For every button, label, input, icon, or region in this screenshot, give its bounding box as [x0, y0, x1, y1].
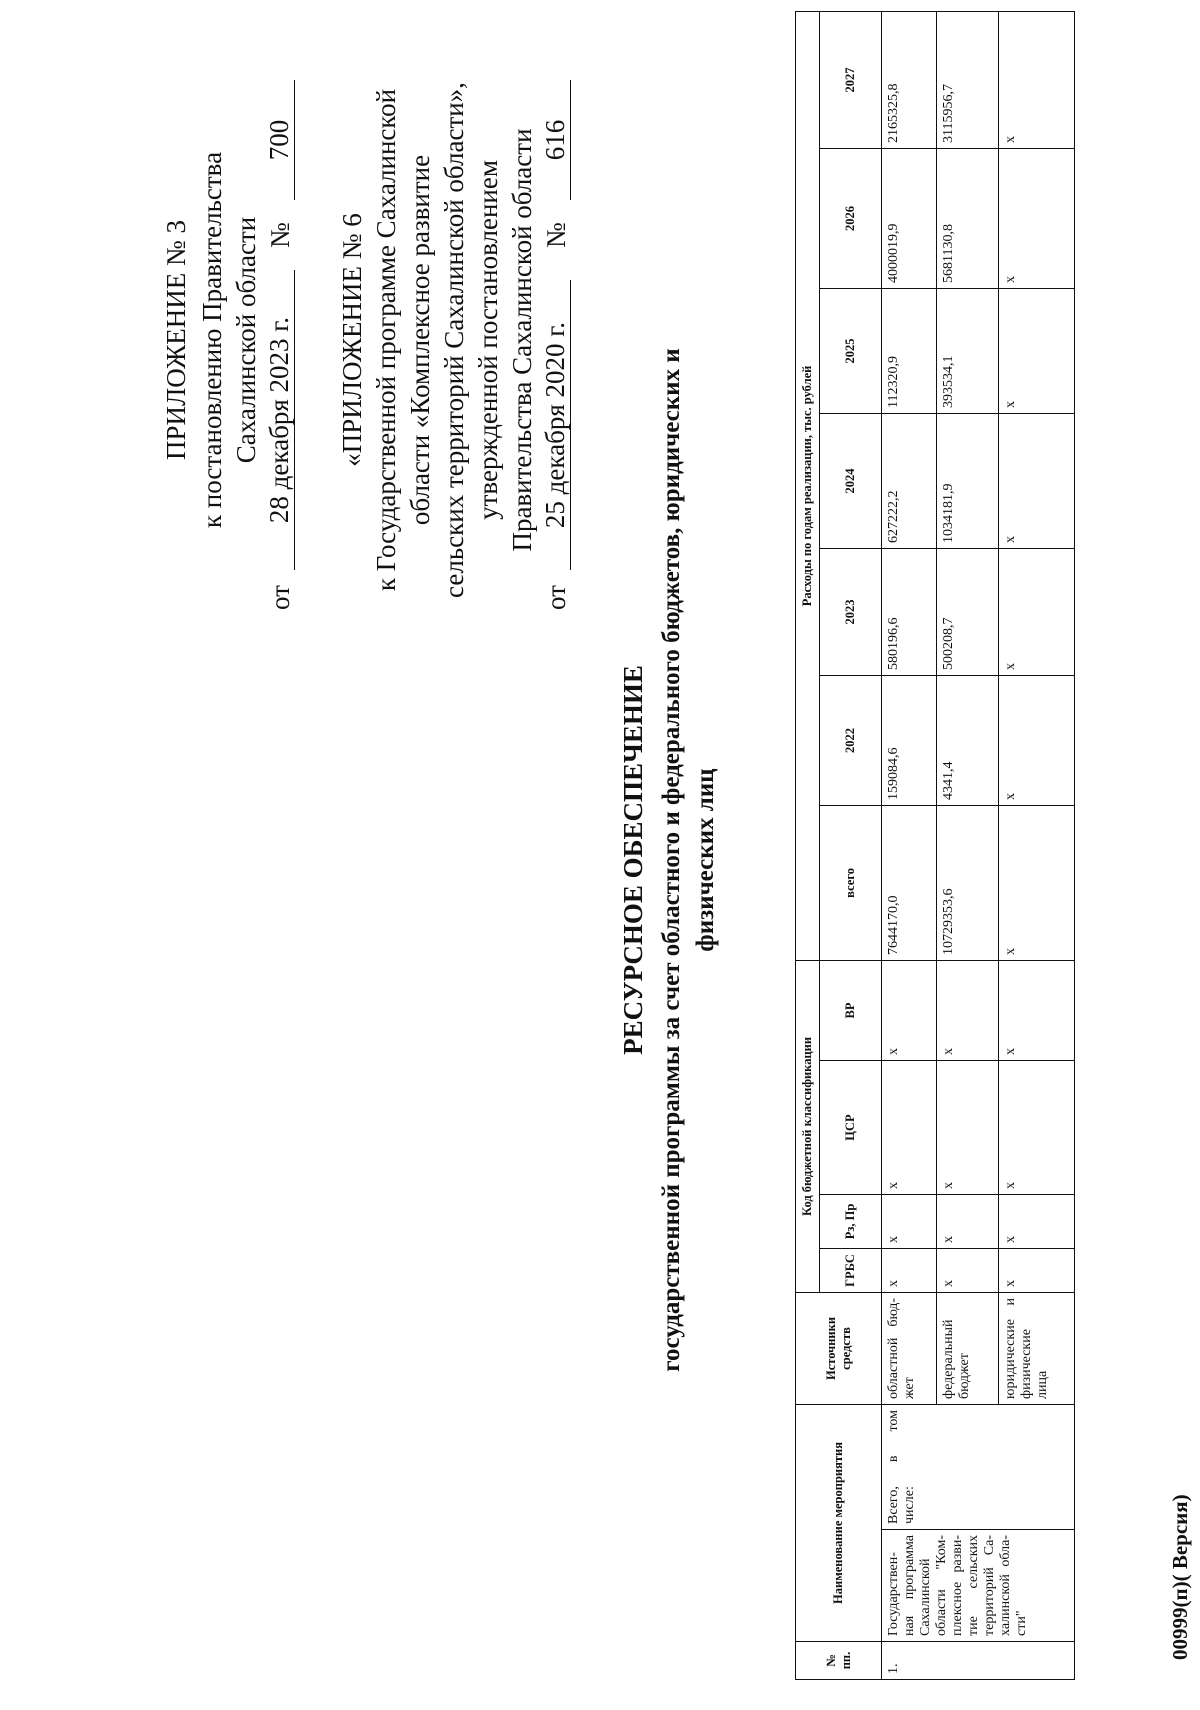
- row-number: 1.: [882, 1642, 1075, 1680]
- header-source: Источники средств: [796, 1292, 882, 1404]
- header-num: № пп.: [796, 1642, 882, 1680]
- year-cell: 159084,6: [882, 675, 937, 805]
- year-cell: 627222,2: [882, 413, 937, 548]
- header-grbs: ГРБС: [820, 1248, 882, 1292]
- grbs-cell: x: [999, 1248, 1075, 1292]
- document-title: РЕСУРСНОЕ ОБЕСПЕЧЕНИЕ: [618, 665, 648, 1055]
- year-cell: 5681130,8: [937, 148, 999, 288]
- source-cell: федеральный бюджет: [937, 1292, 999, 1404]
- table-row: [882, 11, 937, 1679]
- year-cell: 1034181,9: [937, 413, 999, 548]
- document-subtitle-line2: физических лиц: [692, 768, 719, 952]
- program-line2: области «Комплексное развитие: [405, 154, 435, 526]
- program-number-label: №: [541, 222, 571, 248]
- year-cell: 580196,6: [882, 548, 937, 675]
- decree-date-row: [264, 60, 298, 620]
- program-line3: сельских территорий Сахалинской области»,: [439, 82, 469, 598]
- year-cell: x: [999, 413, 1075, 548]
- total-cell: x: [999, 805, 1075, 960]
- year-cell: 393534,1: [937, 288, 999, 413]
- header-year: 2024: [820, 413, 882, 548]
- csr-cell: x: [999, 1060, 1075, 1194]
- year-cell: 112320,9: [882, 288, 937, 413]
- year-cell: x: [999, 11, 1075, 148]
- program-line4: утвержденной постановлением: [473, 160, 503, 520]
- header-csr: ЦСР: [820, 1060, 882, 1194]
- header-year: 2022: [820, 675, 882, 805]
- year-cell: x: [999, 288, 1075, 413]
- year-cell: 500208,7: [937, 548, 999, 675]
- header-vr: ВР: [820, 960, 882, 1060]
- header-budget-code: Код бюджетной классификации: [796, 960, 820, 1292]
- decree-number: 700: [264, 80, 295, 200]
- header-total: всего: [820, 805, 882, 960]
- year-cell: 2165325,8: [882, 11, 937, 148]
- year-cell: x: [999, 148, 1075, 288]
- program-number: 616: [540, 80, 571, 200]
- decree-reference-line1: к постановлению Правительства: [197, 151, 227, 529]
- program-line1: к Государственной программе Сахалинской: [371, 88, 401, 592]
- year-cell: x: [999, 548, 1075, 675]
- program-date-row: [540, 60, 574, 620]
- year-cell: 4341,4: [937, 675, 999, 805]
- document-subtitle-line1: государственной программы за счет областного и федерального бюджетов, юридических и: [658, 348, 685, 1372]
- vr-cell: x: [882, 960, 937, 1060]
- program-line5: Правительства Сахалинской области: [507, 128, 537, 552]
- document-footer-code: 00999(п)( Версия): [1168, 1494, 1192, 1660]
- csr-cell: x: [937, 1060, 999, 1194]
- rz-pr-cell: x: [999, 1194, 1075, 1248]
- decree-reference-line2: Сахалинской области: [231, 216, 261, 464]
- year-cell: 3115956,7: [937, 11, 999, 148]
- rz-pr-cell: x: [882, 1194, 937, 1248]
- program-annex-title: «ПРИЛОЖЕНИЕ № 6: [337, 213, 367, 467]
- header-year: 2026: [820, 148, 882, 288]
- header-name: Наименование мероприятия: [796, 1404, 882, 1641]
- vr-cell: x: [937, 960, 999, 1060]
- program-name: Государствен-ная программа Сахалинской области "Ком-плексное разви-тие сельских территорий Са-халинской обла-сти": [882, 1530, 1075, 1642]
- vr-cell: x: [999, 960, 1075, 1060]
- decree-date: 28 декабря 2023 г.: [264, 270, 295, 570]
- total-cell: 7644170,0: [882, 805, 937, 960]
- header-year: 2023: [820, 548, 882, 675]
- header-rz-pr: Рз, Пр: [820, 1194, 882, 1248]
- total-including: Всего, в том числе:: [882, 1404, 1075, 1529]
- grbs-cell: x: [882, 1248, 937, 1292]
- total-cell: 10729353,6: [937, 805, 999, 960]
- rz-pr-cell: x: [937, 1194, 999, 1248]
- header-year: 2025: [820, 288, 882, 413]
- source-cell: юридические и физические лица: [999, 1292, 1075, 1404]
- header-year: 2027: [820, 11, 882, 148]
- annex-title: ПРИЛОЖЕНИЕ № 3: [161, 219, 191, 461]
- header-expenses: Расходы по годам реализации, тыс. рублей: [796, 11, 820, 960]
- number-label: №: [265, 222, 295, 248]
- from-label: от: [265, 585, 295, 610]
- year-cell: 4000019,9: [882, 148, 937, 288]
- csr-cell: x: [882, 1060, 937, 1194]
- program-from-label: от: [541, 585, 571, 610]
- grbs-cell: x: [937, 1248, 999, 1292]
- year-cell: x: [999, 675, 1075, 805]
- resource-table: [795, 11, 1075, 1680]
- source-cell: областной бюд-жет: [882, 1292, 937, 1404]
- program-date: 25 декабря 2020 г.: [540, 280, 571, 570]
